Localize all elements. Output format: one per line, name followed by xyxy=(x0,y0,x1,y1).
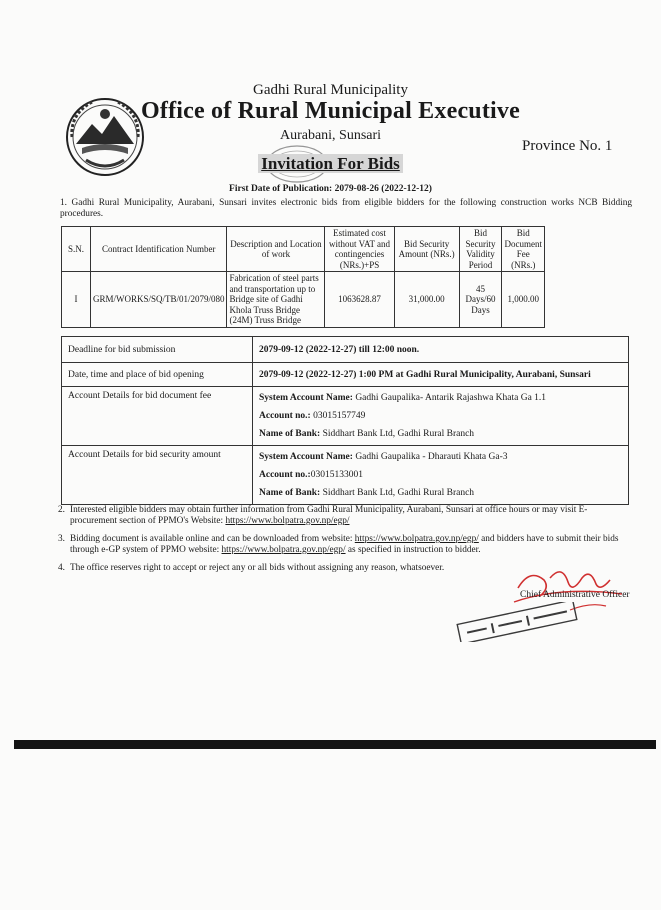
column-header: Estimated cost without VAT and contingencies (NRs.)+PS xyxy=(325,227,394,272)
intro-paragraph: 1. Gadhi Rural Municipality, Aurabani, Sunsari invites electronic bids from eligible bidders for the following construction works NCB Bidding procedures. xyxy=(60,198,632,219)
fee-bank-label: Name of Bank: xyxy=(259,429,321,439)
security-account-name-label: System Account Name: xyxy=(259,452,353,462)
deadline-row xyxy=(62,337,629,363)
security-account-row xyxy=(62,446,629,505)
bolpatra-link[interactable]: https://www.bolpatra.gov.np/egp/ xyxy=(354,534,479,544)
official-stamp-icon xyxy=(452,602,582,642)
fee-account-label: Account Details for bid document fee xyxy=(62,387,253,446)
cell-doc-fee: 1,000.00 xyxy=(502,272,545,328)
fee-account-name-label: System Account Name: xyxy=(259,393,353,403)
column-header: Bid Security Amount (NRs.) xyxy=(394,227,459,272)
security-bank-name: Siddhart Bank Ltd, Gadhi Rural Branch xyxy=(320,488,475,498)
security-account-no: 03015133001 xyxy=(310,470,363,480)
cell-bid-security: 31,000.00 xyxy=(394,272,459,328)
security-account-name: Gadhi Gaupalika - Dharauti Khata Ga-3 xyxy=(352,452,508,462)
opening-value: 2079-09-12 (2022-12-27) 1:00 PM at Gadhi Rural Municipality, Aurabani, Sunsari xyxy=(253,363,629,387)
list-item xyxy=(58,505,634,527)
list-item xyxy=(58,534,634,556)
cell-validity: 45 Days/60 Days xyxy=(459,272,502,328)
cell-contract-id: GRM/WORKS/SQ/TB/01/2079/080 xyxy=(90,272,227,328)
column-header: Bid Security Validity Period xyxy=(459,227,502,272)
details-table xyxy=(61,336,629,505)
security-bank-label: Name of Bank: xyxy=(259,488,321,498)
security-account-no-label: Account no.: xyxy=(259,470,311,480)
fee-account-details xyxy=(253,387,629,446)
province-name: Province No. 1 xyxy=(522,138,613,154)
security-account-details xyxy=(253,446,629,505)
table-row xyxy=(62,272,545,328)
district-name: Aurabani, Sunsari xyxy=(279,128,382,143)
bolpatra-link[interactable]: https://www.bolpatra.gov.np/egp/ xyxy=(225,516,350,526)
fee-account-row xyxy=(62,387,629,446)
column-header: Contract Identification Number xyxy=(90,227,227,272)
invitation-heading xyxy=(0,154,661,174)
note-text: Bidding document is available online and can be downloaded from website: xyxy=(70,534,355,544)
column-header: Bid Document Fee (NRs.) xyxy=(502,227,545,272)
fee-account-no-label: Account no.: xyxy=(259,411,311,421)
first-publication-date: First Date of Publication: 2079-08-26 (2022-12-12) xyxy=(229,184,432,194)
chief-administrative-officer-title: Chief Administrative Officer xyxy=(520,590,630,600)
column-header: S.N. xyxy=(62,227,91,272)
cell-sn: I xyxy=(62,272,91,328)
fee-account-name: Gadhi Gaupalika- Antarik Rajashwa Khata Ga 1.1 xyxy=(352,393,547,403)
bid-table xyxy=(61,226,545,328)
office-title: Office of Rural Municipal Executive xyxy=(141,98,520,124)
cell-estimated-cost: 1063628.87 xyxy=(325,272,394,328)
deadline-value: 2079-09-12 (2022-12-27) till 12:00 noon. xyxy=(253,337,629,363)
fee-account-no: 03015157749 xyxy=(310,411,366,421)
column-header: Description and Location of work xyxy=(227,227,325,272)
opening-row xyxy=(62,363,629,387)
municipality-name: Gadhi Rural Municipality xyxy=(253,82,408,98)
cell-description: Fabrication of steel parts and transportation up to Bridge site of Gadhi Khola Truss Bridge (24M) Truss Bridge xyxy=(227,272,325,328)
note-number: 4. xyxy=(58,563,65,573)
security-account-label: Account Details for bid security amount xyxy=(62,446,253,505)
scan-divider xyxy=(14,740,656,749)
opening-label: Date, time and place of bid opening xyxy=(62,363,253,387)
invitation-title: Invitation For Bids xyxy=(258,154,403,173)
note-text: and bidders have to submit their bids through e-GP system of PPMO website: xyxy=(70,534,619,555)
deadline-label: Deadline for bid submission xyxy=(62,337,253,363)
fee-bank-name: Siddhart Bank Ltd, Gadhi Rural Branch xyxy=(320,429,475,439)
table-header-row xyxy=(62,227,545,272)
note-text: as specified in instruction to bidder. xyxy=(345,545,481,555)
note-text: Interested eligible bidders may obtain further information from Gadhi Rural Municipality, Aurabani, Sunsari at office hours or may visit E-procurement section of PPMO's Website: xyxy=(70,505,588,526)
note-number: 2. xyxy=(58,505,65,515)
bolpatra-link[interactable]: https://www.bolpatra.gov.np/egp/ xyxy=(221,545,346,555)
note-text: The office reserves right to accept or reject any or all bids without assigning any reason, whatsoever. xyxy=(70,563,445,573)
note-number: 3. xyxy=(58,534,65,544)
